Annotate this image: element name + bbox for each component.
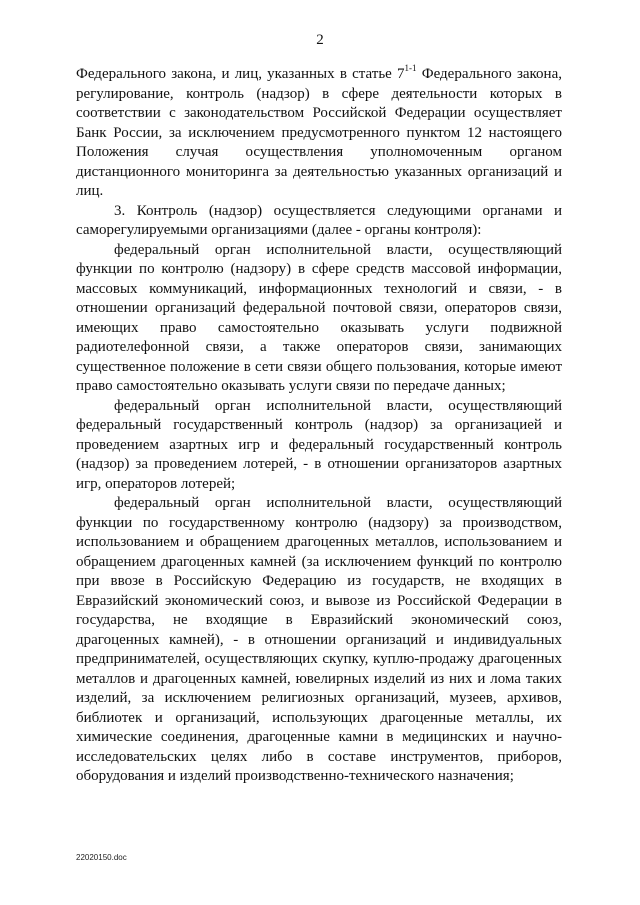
paragraph-item-3: 3. Контроль (надзор) осуществляется следующими органами и саморегулируемыми организациями (далее - органы контроля): xyxy=(76,202,562,238)
paragraph-text: Федерального закона, и лиц, указанных в статье 7 xyxy=(76,66,405,82)
article-superscript: 1-1 xyxy=(404,63,417,73)
paragraph-communications-authority: федеральный орган исполнительной власти, осуществляющий функции по контролю (надзору) в сфере средств массовой информации, массовых коммуникаций, информационных технологий и связи, - в отношении организаций федеральной почтовой связи, операторов связи, имеющих право самостоятельно оказывать услуги подвижной радиотелефонной связи, а также операторов связи, занимающих существенное положение в сети связи общего пользования, которые имеют право самостоятельно оказывать услуги связи по передаче данных; xyxy=(76,241,562,394)
paragraph-precious-metals-authority: федеральный орган исполнительной власти, осуществляющий функции по государственному контролю (надзору) за производством, использованием и обращением драгоценных металлов, использованием и обращением драгоценных камней (за исключением функций по контролю при ввозе в Российскую Федерацию из государств, не входящих в Евразийский экономический союз, и вывозе из Российской Федерации в государства, не входящие в Евразийский экономический союз, драгоценных камней), - в отношении организаций и индивидуальных предпринимателей, осуществляющих скупку, куплю-продажу драгоценных металлов и драгоценных камней, ювелирных изделий из них и лома таких изделий, за исключением религиозных организаций, музеев, архивов, библиотек и организаций, использующих драгоценные металлы, их химические соединения, драгоценные камни в медицинских и научно-исследовательских целях либо в составе инструментов, приборов, оборудования и изделий производственно-технического назначения; xyxy=(76,495,562,784)
paragraph-gambling-authority: федеральный орган исполнительной власти, осуществляющий федеральный государственный контроль (надзор) за организацией и проведением азартных игр и федеральный государственный контроль (надзор) за проведением лотерей, - в отношении организаторов азартных игр, операторов лотерей; xyxy=(76,397,562,492)
paragraph-continuation xyxy=(76,65,562,202)
document-filename: 22020150.doc xyxy=(76,853,127,862)
paragraph-text: Федерального закона, регулирование, контроль (надзор) в сфере деятельности которых в соответствии с законодательством Российской Федерации осуществляет Банк России, за исключением предусмотренного пунктом 12 настоящего Положения случая осуществления уполномоченным органом дистанционного мониторинга за деятельностью указанных организаций и лиц. xyxy=(76,66,562,199)
document-body xyxy=(76,65,562,787)
page-number: 2 xyxy=(316,32,324,48)
